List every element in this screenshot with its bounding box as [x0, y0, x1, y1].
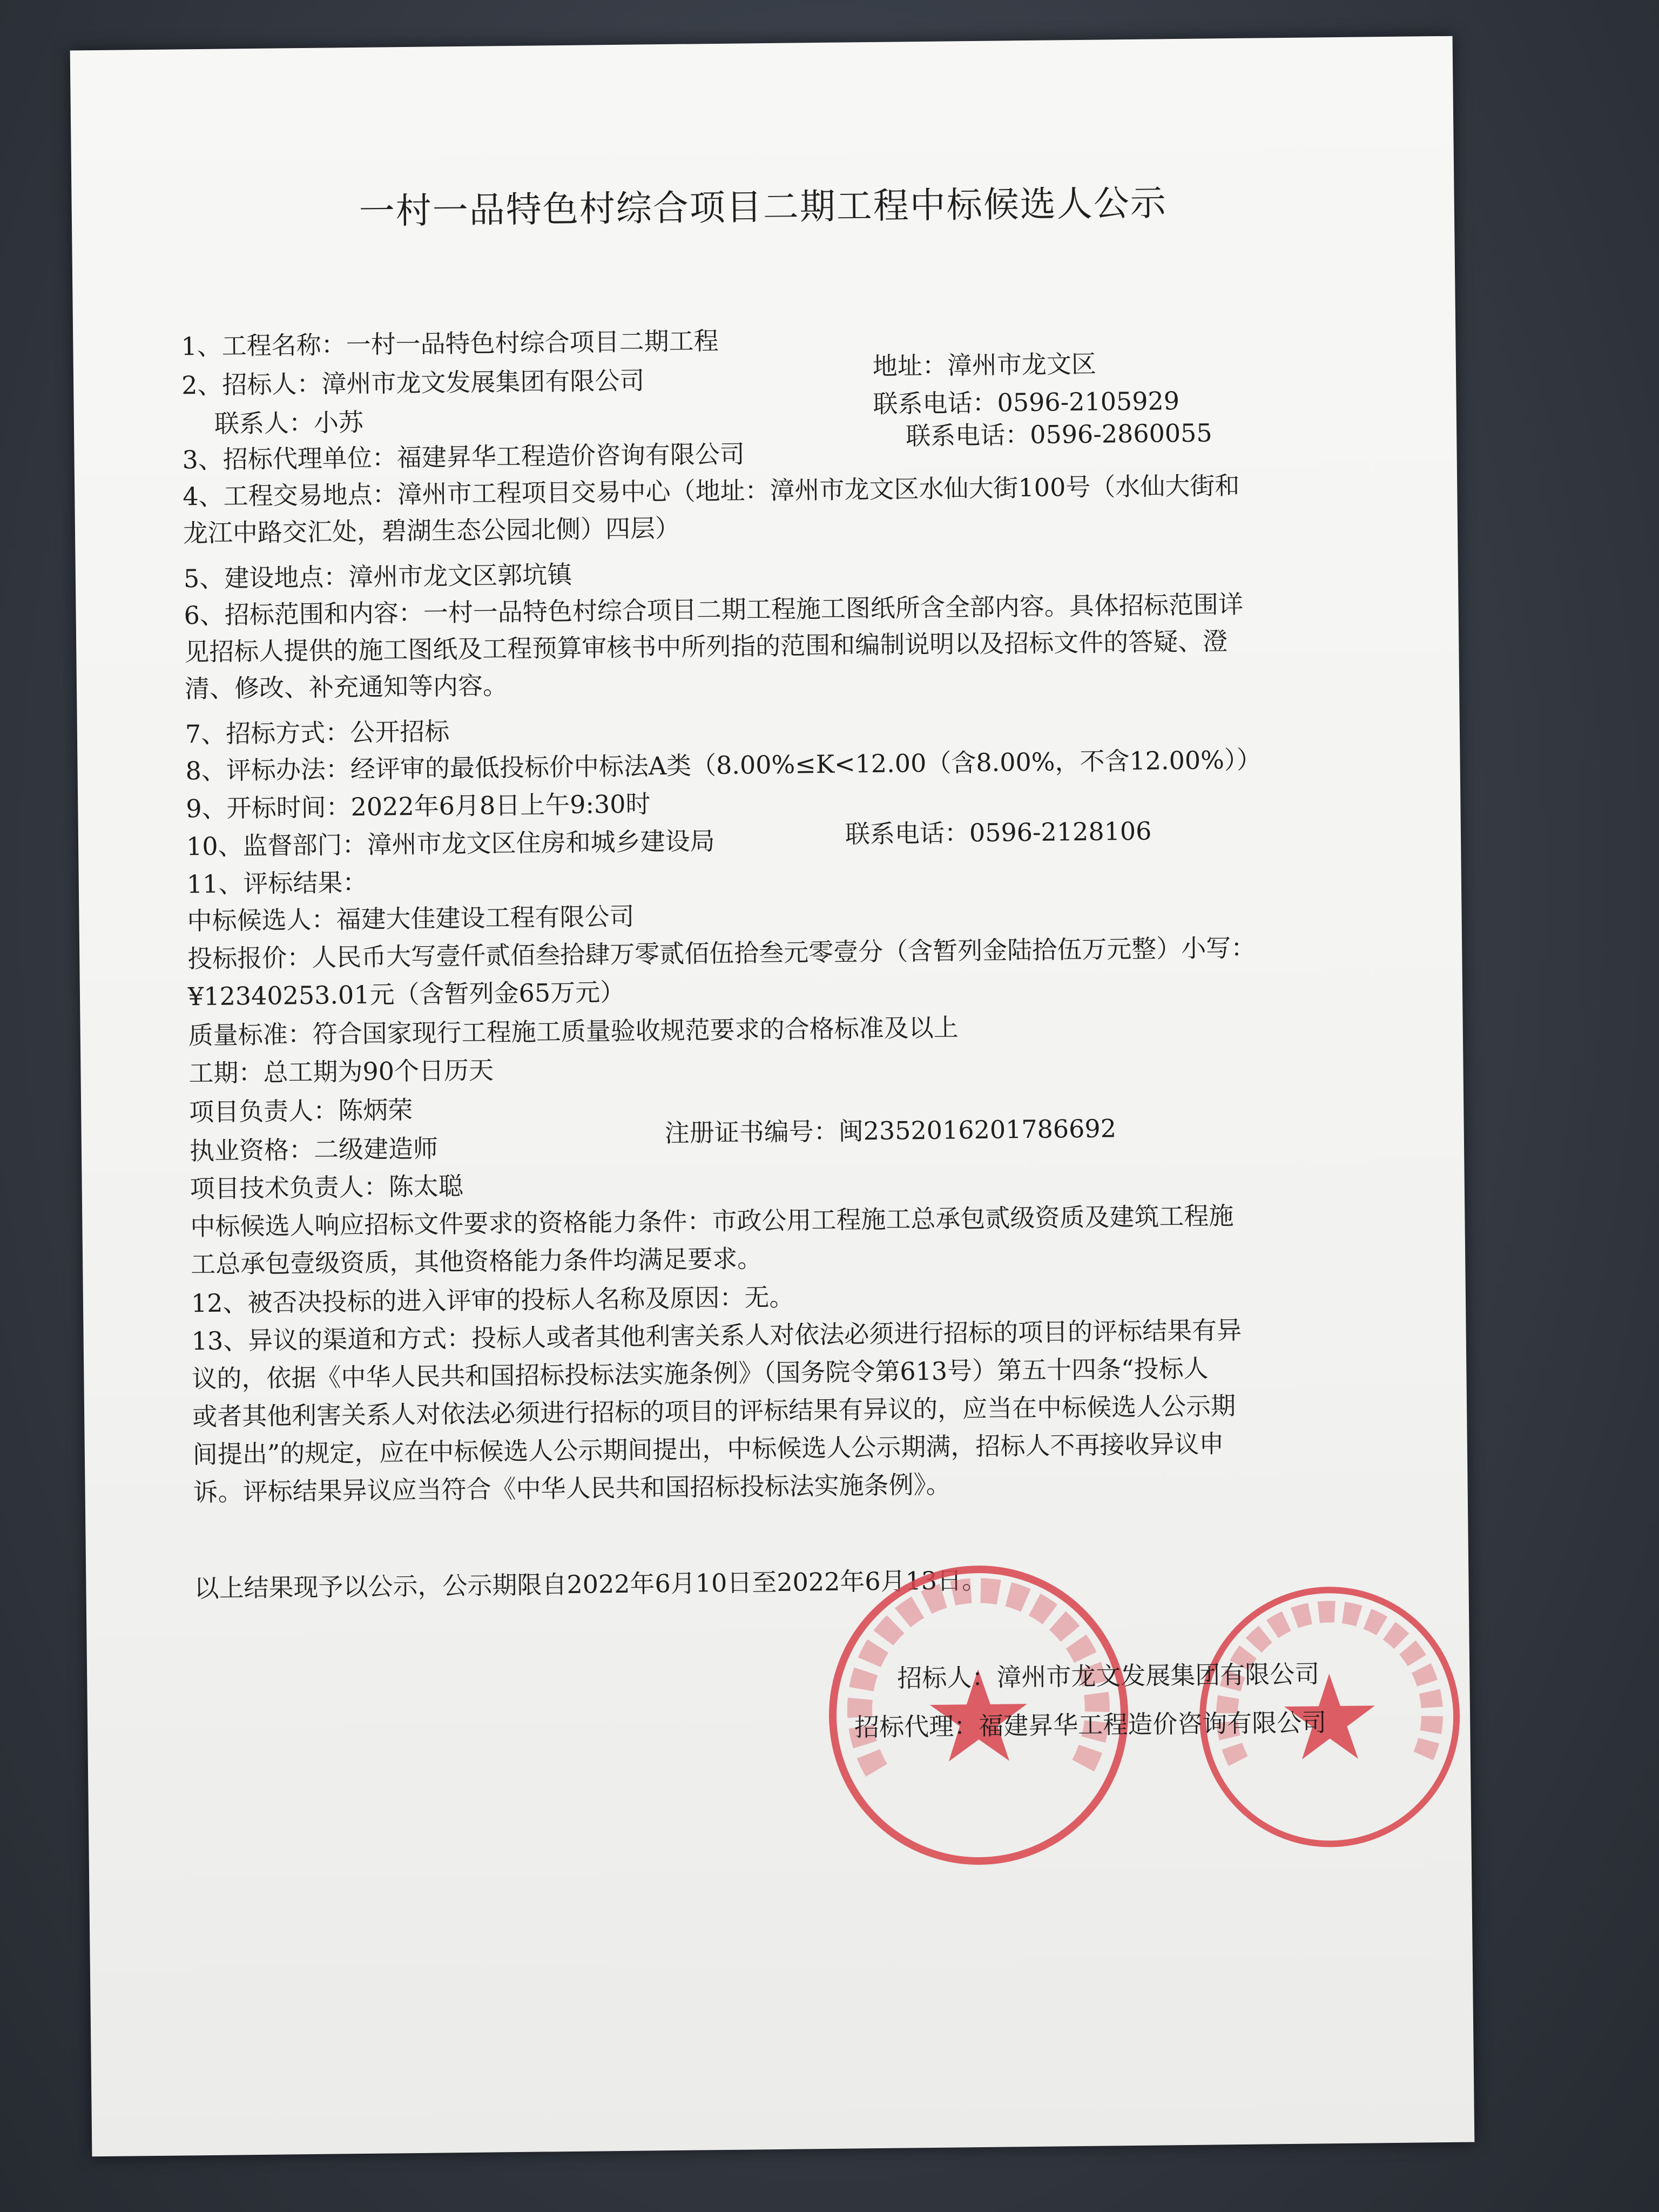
duration: 工期：总工期为90个日历天	[188, 1055, 494, 1088]
page-title: 一村一品特色村综合项目二期工程中标候选人公示	[359, 182, 1168, 232]
signature-agent: 招标代理：福建昇华工程造价咨询有限公司	[854, 1708, 1327, 1742]
scope-line-3: 清、修改、补充通知等内容。	[184, 671, 508, 704]
result-heading: 11、评标结果：	[186, 867, 368, 899]
site: 5、建设地点：漳州市龙文区郭坑镇	[183, 559, 572, 594]
scope-line-2: 见招标人提供的施工图纸及工程预算审核书中所列指的范围和编制说明以及招标文件的答疑、澄	[184, 626, 1228, 667]
closing-statement: 以上结果现予以公示，公示期限自2022年6月10日至2022年6月13日。	[194, 1565, 987, 1603]
quality-standard: 质量标准：符合国家现行工程施工质量验收规范要求的合格标准及以上	[188, 1013, 959, 1050]
tenderer-phone: 联系电话：0596-2105929	[873, 386, 1180, 419]
contact-person: 联系人：小苏	[214, 407, 364, 439]
project-name: 1、工程名称：一村一品特色村综合项目二期工程	[181, 326, 719, 361]
scope-line-1: 6、招标范围和内容：一村一品特色村综合项目二期工程施工图纸所含全部内容。具体招标范围详	[184, 589, 1244, 630]
rejected-bidders: 12、被否决投标的进入评审的投标人名称及原因：无。	[191, 1282, 794, 1318]
venue-line-2: 龙江中路交汇处，碧湖生态公园北侧）四层）	[183, 513, 680, 548]
evaluation-method: 8、评标办法：经评审的最低投标价中标法A类（8.00%≤K<12.00（含8.00%，不含12.00%））	[185, 745, 1262, 786]
project-manager: 项目负责人：陈炳荣	[188, 1095, 413, 1127]
objection-line-4: 间提出”的规定，应在中标候选人公示期间提出，中标候选人公示期满，招标人不再接收异议申	[192, 1429, 1224, 1469]
objection-line-5: 诉。评标结果异议应当符合《中华人民共和国招标投标法实施条例》。	[193, 1469, 951, 1507]
agent: 3、招标代理单位：福建昇华工程造价咨询有限公司	[182, 439, 745, 475]
bid-price-line-1: 投标报价：人民币大写壹仟贰佰叁拾肆万零贰佰伍拾叁元零壹分（含暂列金陆拾伍万元整）小写：	[187, 933, 1256, 974]
supervision: 10、监督部门：漳州市龙文区住房和城乡建设局	[186, 826, 715, 861]
document-page	[70, 36, 1475, 2157]
agent-phone: 联系电话：0596-2860055	[905, 418, 1212, 451]
supervision-phone: 联系电话：0596-2128106	[845, 816, 1152, 849]
objection-line-1: 13、异议的渠道和方式：投标人或者其他利害关系人对依法必须进行招标的项目的评标结果有异	[191, 1315, 1242, 1356]
signature-tenderer: 招标人：漳州市龙文发展集团有限公司	[897, 1659, 1320, 1693]
certificate-number: 注册证书编号：闽2352016201786692	[664, 1114, 1117, 1148]
opening-time: 9、开标时间：2022年6月8日上午9:30时	[186, 789, 651, 824]
qualification: 执业资格：二级建造师	[189, 1134, 439, 1166]
tenderer-address: 地址：漳州市龙文区	[872, 349, 1097, 381]
capability-line-1: 中标候选人响应招标文件要求的资格能力条件：市政公用工程施工总承包贰级资质及建筑工程施	[190, 1201, 1234, 1242]
tenderer: 2、招标人：漳州市龙文发展集团有限公司	[181, 366, 645, 400]
bid-price-line-2: ¥12340253.01元（含暂列金65万元）	[187, 977, 625, 1011]
technical-lead: 项目技术负责人：陈太聪	[190, 1171, 463, 1204]
objection-line-2: 议的，依据《中华人民共和国招标投标法实施条例》（国务院令第613号）第五十四条“投标人	[192, 1353, 1209, 1394]
candidate: 中标候选人：福建大佳建设工程有限公司	[187, 901, 635, 936]
tender-method: 7、招标方式：公开招标	[185, 717, 450, 749]
venue-line-1: 4、工程交易地点：漳州市工程项目交易中心（地址：漳州市龙文区水仙大街100号（水仙大街和	[183, 470, 1240, 511]
capability-line-2: 工总承包壹级资质，其他资格能力条件均满足要求。	[190, 1244, 763, 1279]
objection-line-3: 或者其他利害关系人对依法必须进行招标的项目的评标结果有异议的，应当在中标候选人公示期	[192, 1391, 1236, 1432]
